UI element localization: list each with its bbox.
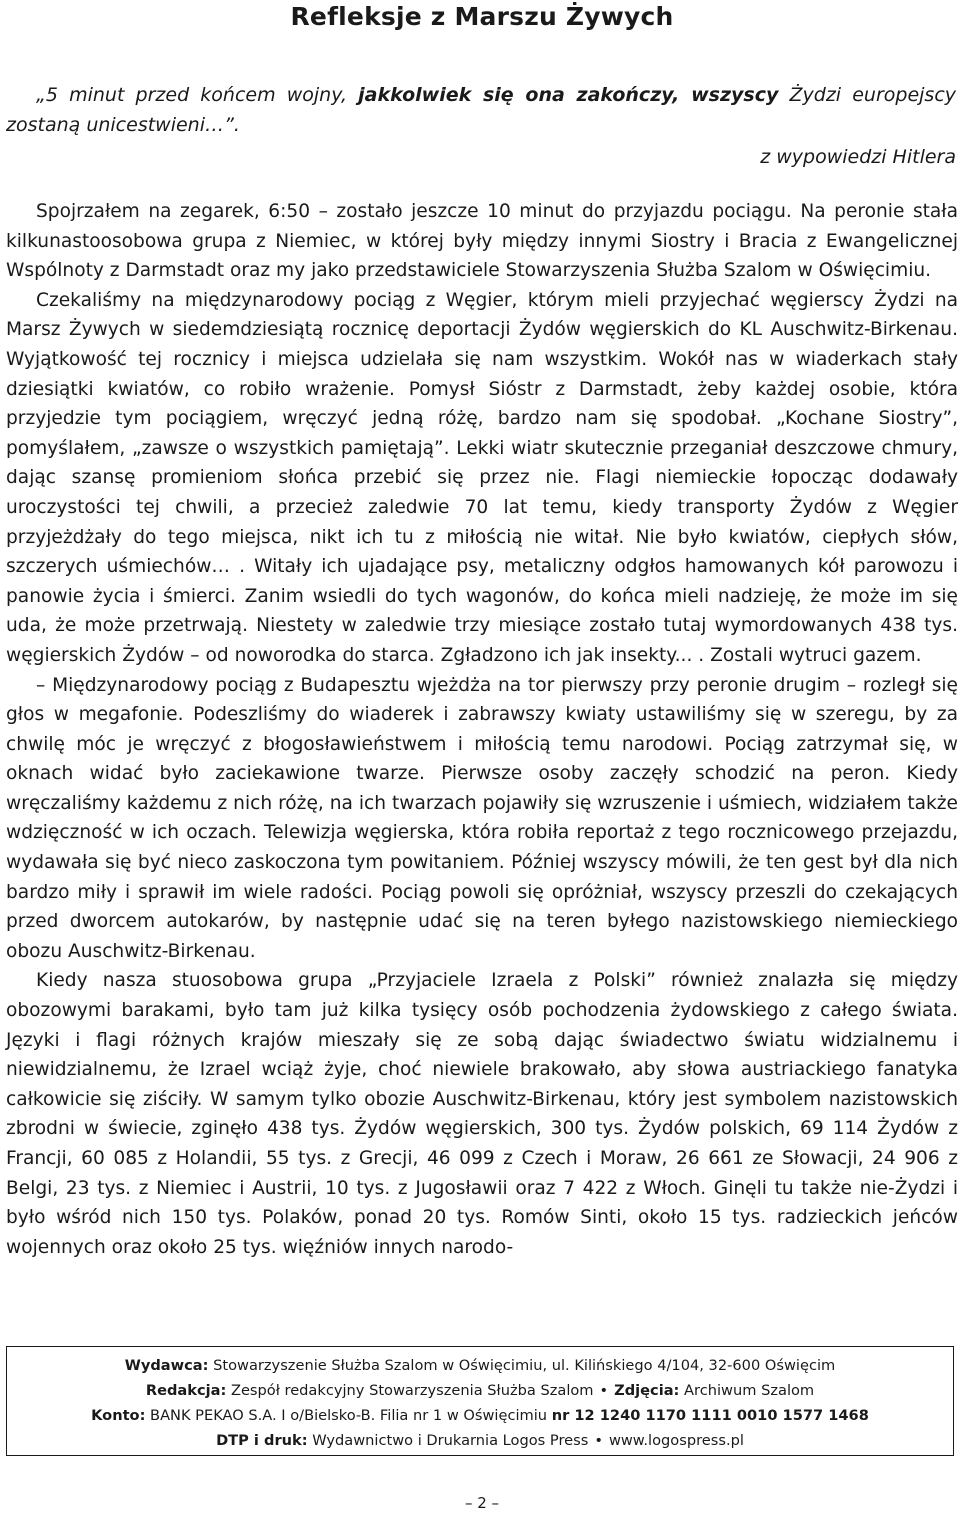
editorial-label: Redakcja: [145,1382,227,1399]
publisher-label: Wydawca: [124,1357,209,1374]
motto-part-2: Żydzi europejscy zostaną unicestwieni…”. [6,84,957,136]
motto-part-1: „5 minut przed końcem wojny, [36,84,359,106]
paragraph-3: – Międzynarodowy pociąg z Budapesztu wjeżdża na tor pierwszy przy peronie drugim – rozległ się głos w megafonie. Podeszliśmy do wiaderek i zabrawszy kwiaty ustawiliśmy się w szeregu, by za chwilę móc je wręczyć z błogosławieństwem i miłością temu narodowi. Pociąg zatrzymał się, w oknach widać było zaciekawione twarze. Pierwsze osoby zaczęły schodzić na peron. Kiedy wręczaliśmy każdemu z nich różę, na ich twarzach pojawiły się wzruszenie i uśmiech, widziałem także wdzięczność w ich oczach. Telewizja węgierska, która robiła reportaż z tego rocznicowego przejazdu, wydawała się być nieco zaskoczona tym powitaniem. Później wszyscy mówili, że ten gest był dla nich bardzo miły i sprawił im wiele radości. Pociąg powoli się opróżniał, wszyscy przeszli do czekających przed dworcem autokarów, by następnie udać się na teren byłego nazistowskiego niemieckiego obozu Auschwitz-Birkenau. [6,674,958,962]
photos-label: Zdjęcia: [614,1382,680,1399]
paragraph-4: Kiedy nasza stuosobowa grupa „Przyjaciele Izraela z Polski” również znalazła się między obozowymi barakami, było tam już kilka tysięcy osób pochodzenia żydowskiego z całego świata. Języki i flagi różnych krajów mieszały się ze sobą dając świadectwo światu widzialnemu i niewidzialnemu, że Izrael wciąż żyje, choć niewiele brakowało, aby słowa austriackiego fanatyka całkowicie się ziściły. W samym tylko obozie Auschwitz-Birkenau, który jest symbolem nazistowskich zbrodni w świecie, zginęło 438 tys. Żydów węgierskich, 300 tys. Żydów polskich, 69 114 Żydów z Francji, 60 085 z Holandii, 55 tys. z Grecji, 46 099 z Czech i Moraw, 26 661 ze Słowacji, 24 906 z Belgi, 23 tys. z Niemiec i Austrii, 10 tys. z Jugosławii oraz 7 422 z Włoch. Ginęli tu także nie-Żydzi i było wśród nich 150 tys. Polaków, ponad 20 tys. Romów Sinti, około 15 tys. radzieckich jeńców wojennych oraz około 25 tys. więźniów innych narodo- [6,970,958,1258]
publisher-value: Stowarzyszenie Służba Szalom w Oświęcimiu, ul. Kilińskiego 4/104, 32-600 Oświęcim [208,1357,836,1374]
account-label: Konto: [91,1407,146,1424]
imprint-dtp [7,1428,953,1453]
imprint-publisher [7,1353,953,1378]
motto-source: z wypowiedzi Hitlera [760,146,956,168]
imprint-account [7,1403,953,1428]
website-link[interactable]: www.logospress.pl [608,1432,744,1449]
article-title: Refleksje z Marszu Żywych [290,2,674,31]
bullet-separator: • [594,1432,603,1449]
account-value: BANK PEKAO S.A. I o/Bielsko-B. Filia nr 1 w Oświęcimiu [145,1407,552,1424]
dtp-label: DTP i druk: [216,1432,308,1449]
motto-bold: jakkolwiek się ona zakończy, wszyscy [358,84,779,106]
motto-quote [6,80,956,140]
photos-value: Archiwum Szalom [679,1382,815,1399]
paragraph-1: Spojrzałem na zegarek, 6:50 – zostało jeszcze 10 minut do przyjazdu pociągu. Na peronie stała kilkunastoosobowa grupa z Niemiec, w której były między innymi Siostry i Bracia z Ewangelicznej Wspólnoty z Darmstadt oraz my jako przedstawiciele Stowarzyszenia Służba Szalom w Oświęcimiu. [6,201,958,282]
bullet-separator: • [599,1382,609,1399]
page-number: – 2 – [464,1494,500,1512]
imprint-editorial [7,1378,953,1403]
dtp-value: Wydawnictwo i Drukarnia Logos Press [307,1432,589,1449]
article-body [6,197,958,1262]
editorial-value: Zespół redakcyjny Stowarzyszenia Służba Szalom [226,1382,594,1399]
account-number: nr 12 1240 1170 1111 0010 1577 1468 [551,1407,869,1424]
imprint-box [6,1346,954,1456]
paragraph-2: Czekaliśmy na międzynarodowy pociąg z Węgier, którym mieli przyjechać węgierscy Żydzi na Marsz Żywych w siedemdziesiątą rocznicę deportacji Żydów węgierskich do KL Auschwitz-Birkenau. Wyjątkowość tej rocznicy i miejsca udzielała się nam wszystkim. Wokół nas w wiaderkach stały dziesiątki kwiatów, co robiło wrażenie. Pomysł Sióstr z Darmstadt, żeby każdej osobie, która przyjedzie tym pociągiem, wręczyć jedną różę, bardzo nam się spodobał. „Kochane Siostry”, pomyślałem, „zawsze o wszystkich pamiętają”. Lekki wiatr skutecznie przeganiał deszczowe chmury, dając szansę promieniom słońca przebić się przez nie. Flagi niemieckie łopocząc dodawały uroczystości tej chwili, a przecież zaledwie 70 lat temu, kiedy transporty Żydów z Węgier przyjeżdżały do tego miejsca, nikt ich tu z miłością nie witał. Nie było kwiatów, ciepłych słów, szczerych uśmiechów… . Witały ich ujadające psy, metaliczny odgłos hamowanych kół parowozu i panowie życia i śmierci. Zanim wsiedli do tych wagonów, do końca mieli nadzieję, że może im się uda, że może przetrwają. Niestety w zaledwie trzy miesiące zostało tutaj wymordowanych 438 tys. węgierskich Żydów – od noworodka do starca. Zgładzono ich jak insekty... . Zostali wytruci gazem. [6,289,958,666]
